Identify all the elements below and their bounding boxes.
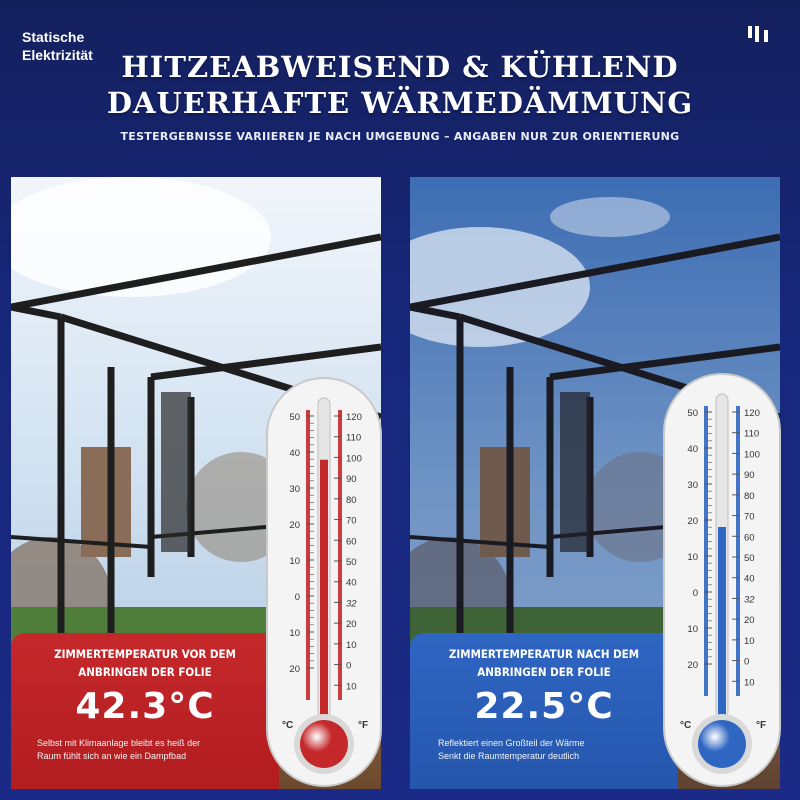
thermometer-before-fahrenheit-tick-label: 50 — [346, 557, 357, 568]
thermometer-after-fahrenheit-tick-label: 0 — [744, 656, 750, 668]
thermometer-before-fahrenheit-tick-label: 10 — [346, 639, 357, 651]
thermometer-before-celsius-tick-label: 20 — [289, 664, 300, 675]
thermometer-after-celsius-tick-label: 20 — [687, 660, 698, 671]
before-heading-line-2: ANBRINGEN DER FOLIE — [78, 665, 212, 679]
after-heading-line-1: ZIMMERTEMPERATUR NACH DEM — [448, 647, 640, 661]
thermometer-before-fahrenheit-tick-label: 40 — [346, 577, 357, 589]
thermometer-after-icon — [662, 372, 782, 788]
thermometer-before-fahrenheit-tick-label: 32 — [346, 598, 357, 610]
thermometer-before-celsius-tick-label: 0 — [294, 592, 300, 603]
thermometer-after-celsius-unit: °C — [680, 720, 692, 731]
thermometer-after-fahrenheit-tick-label: 70 — [744, 511, 755, 523]
before-note-line-1: Selbst mit Klimaanlage bleibt es heiß der — [37, 738, 201, 748]
thermometer-after-fahrenheit-tick-label: 32 — [744, 594, 755, 606]
thermometer-before-icon — [265, 376, 383, 788]
subtitle: TESTERGEBNISSE VARIIEREN JE NACH UMGEBUNG – ANGABEN NUR ZUR ORIENTIERUNG — [120, 130, 680, 143]
thermometer-before-fluid-level — [320, 460, 328, 722]
thermometer-before-celsius-tick-label: 10 — [289, 628, 300, 639]
thermometer-after-celsius-tick-label: 0 — [692, 588, 698, 599]
after-note-line-1: Reflektiert einen Großteil der Wärme — [438, 738, 585, 748]
thermometer-before-fahrenheit-tick-label: 120 — [346, 412, 362, 423]
thermometer-after-fahrenheit-tick-label: 20 — [744, 615, 755, 627]
thermometer-before-fahrenheit-tick-label: 90 — [346, 474, 357, 486]
thermometer-after-celsius-tick-label: 30 — [687, 480, 698, 491]
thermometer-before-celsius-tick-label: 40 — [289, 448, 300, 459]
thermometer-after-celsius-tick-label: 10 — [687, 624, 698, 635]
thermometer-after-fahrenheit-tick-label: 10 — [744, 677, 755, 689]
before-heading-line-1: ZIMMERTEMPERATUR VOR DEM — [54, 647, 236, 661]
before-temperature: 42.3°C — [75, 686, 215, 727]
before-info-card — [11, 633, 279, 789]
thermometer-after-celsius-tick-label: 20 — [687, 516, 698, 527]
after-heading-line-2: ANBRINGEN DER FOLIE — [477, 665, 611, 679]
thermometer-before-fahrenheit-tick-label: 70 — [346, 515, 357, 527]
thermometer-before-bulb — [300, 720, 348, 768]
thermometer-before-celsius-unit: °C — [282, 720, 294, 731]
after-info-card — [410, 633, 678, 789]
thermometer-before-fahrenheit-tick-label: 100 — [346, 453, 362, 465]
thermometer-after-fahrenheit-tick-label: 50 — [744, 553, 755, 564]
thermometer-before-fahrenheit-tick-label: 10 — [346, 681, 357, 693]
thermometer-after-fahrenheit-tick-label: 110 — [744, 428, 760, 440]
after-temperature: 22.5°C — [474, 686, 614, 727]
headline-line-1: HITZEABWEISEND & KÜHLEND — [121, 50, 679, 84]
thermometer-before-celsius-tick-label: 10 — [289, 556, 300, 567]
thermometer-after-fahrenheit-tick-label: 90 — [744, 470, 755, 482]
before-note-line-2: Raum fühlt sich an wie ein Dampfbad — [37, 751, 187, 761]
brand-line-2: Elektrizität — [22, 47, 93, 63]
thermometer-before-fahrenheit-tick-label: 20 — [346, 619, 357, 631]
thermometer-after-celsius-tick-label: 50 — [687, 408, 698, 419]
thermometer-after-fahrenheit-tick-label: 40 — [744, 573, 755, 585]
thermometer-after-celsius-tick-label: 10 — [687, 552, 698, 563]
thermometer-before-fahrenheit-tick-label: 0 — [346, 660, 352, 672]
thermometer-before-fahrenheit-unit: °F — [358, 720, 369, 731]
after-note-line-2: Senkt die Raumtemperatur deutlich — [438, 751, 580, 761]
thermometer-before-celsius-tick-label: 20 — [289, 520, 300, 531]
thermometer-after-fahrenheit-unit: °F — [756, 720, 767, 731]
thermometer-after-fahrenheit-tick-label: 10 — [744, 635, 755, 647]
brand-line-1: Statische — [22, 29, 85, 45]
thermometer-before-celsius-tick-label: 50 — [289, 412, 300, 423]
brand-logo-icon — [748, 26, 774, 42]
headline-line-2: DAUERHAFTE WÄRMEDÄMMUNG — [106, 86, 694, 120]
thermometer-after-fahrenheit-tick-label: 80 — [744, 490, 755, 502]
thermometer-after-fahrenheit-tick-label: 120 — [744, 408, 760, 419]
thermometer-before-celsius-tick-label: 30 — [289, 484, 300, 495]
thermometer-before-fahrenheit-tick-label: 80 — [346, 494, 357, 506]
thermometer-after-fahrenheit-tick-label: 100 — [744, 449, 760, 461]
thermometer-after-celsius-tick-label: 40 — [687, 444, 698, 455]
thermometer-before-fahrenheit-tick-label: 60 — [346, 536, 357, 548]
thermometer-after-fahrenheit-tick-label: 60 — [744, 532, 755, 544]
thermometer-after-bulb — [698, 720, 746, 768]
thermometer-before-fahrenheit-tick-label: 110 — [346, 432, 362, 444]
thermometer-after-fluid-level — [718, 527, 726, 722]
